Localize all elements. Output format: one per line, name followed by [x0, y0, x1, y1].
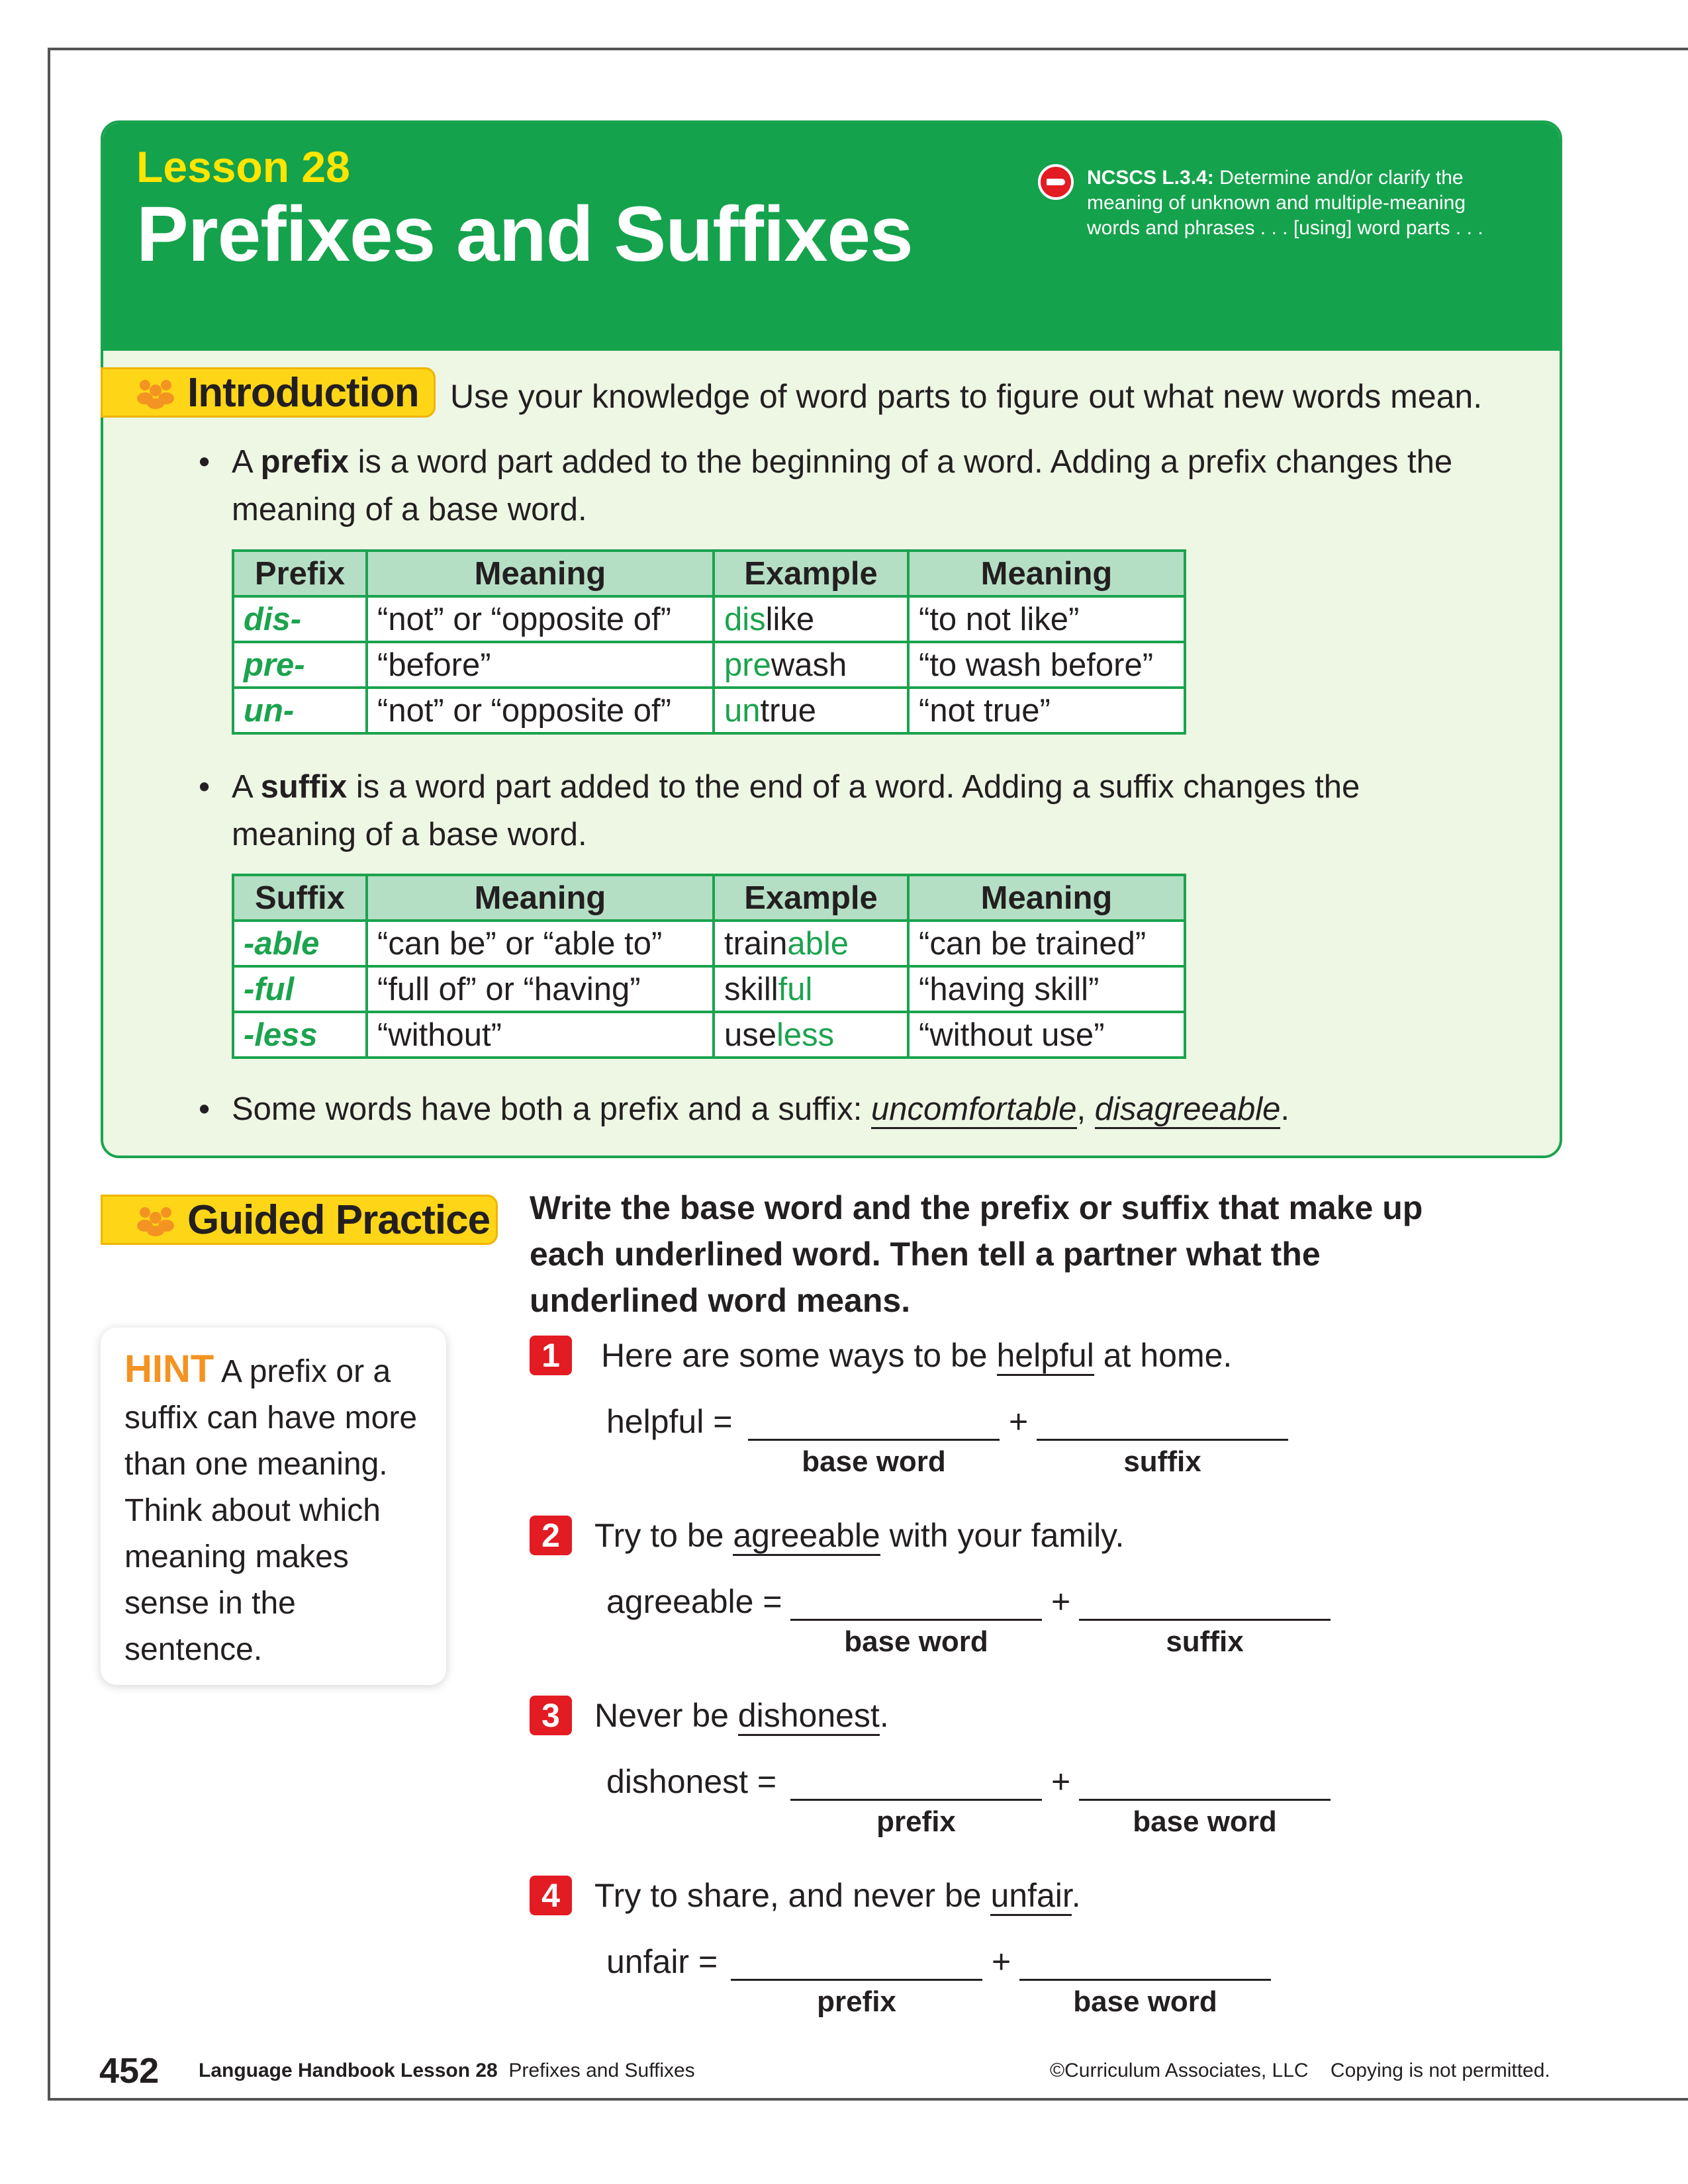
standard-description: Determine and/or clarify the meaning of unknown and multiple-meaning words and phrases . . . [using] word parts . . .	[1087, 167, 1483, 239]
page-border-top	[48, 48, 1688, 50]
period: .	[1280, 1091, 1290, 1127]
standard-icon	[1038, 164, 1074, 200]
page-border-left	[48, 48, 50, 2099]
prefix-table	[232, 549, 1186, 735]
answer-blank-2[interactable]	[1079, 1799, 1331, 1801]
guided-practice-tag	[101, 1195, 498, 1245]
table-row	[233, 1012, 1185, 1058]
suffix-cell: -ful	[233, 966, 367, 1012]
bullet-text: is a word part added to the end of a word. Adding a suffix changes the meaning of a base word.	[232, 769, 1360, 852]
meaning-cell: “without”	[367, 1012, 714, 1058]
table-header: Example	[714, 875, 908, 921]
question-3	[530, 1696, 1523, 1854]
prefix-term: prefix	[260, 444, 350, 480]
blank-label: suffix	[1123, 1445, 1201, 1478]
page-title: Prefixes and Suffixes	[136, 191, 913, 278]
prefix-cell: un-	[233, 688, 367, 733]
example-affix: dis	[724, 601, 766, 637]
question-4	[530, 1876, 1523, 2034]
example-cell	[714, 596, 908, 642]
group-icon	[134, 1203, 177, 1236]
answer-blank-2[interactable]	[1037, 1439, 1288, 1441]
example-word: uncomfortable	[871, 1091, 1077, 1129]
table-header: Meaning	[908, 551, 1185, 596]
question-number: 2	[530, 1516, 572, 1555]
example-cell	[714, 1012, 908, 1058]
hint-word: HINT	[124, 1347, 214, 1390]
lesson-header	[103, 123, 1560, 351]
table-row	[233, 642, 1185, 688]
question-number: 3	[530, 1696, 572, 1735]
example-affix: ful	[778, 971, 813, 1007]
question-1	[530, 1336, 1523, 1494]
introduction-tag	[101, 367, 436, 418]
table-header-row	[233, 551, 1185, 596]
table-header: Prefix	[233, 551, 367, 596]
suffix-term: suffix	[260, 769, 348, 805]
equation-word: agreeable =	[606, 1583, 782, 1620]
example-base: use	[724, 1017, 777, 1053]
footer-book: Language Handbook Lesson 28	[199, 2060, 498, 2081]
table-row	[233, 596, 1185, 642]
footer-lesson	[199, 2060, 695, 2082]
suffix-bullet	[199, 763, 1456, 858]
table-row	[233, 966, 1185, 1012]
example-affix: able	[787, 925, 849, 962]
hint-box	[101, 1328, 446, 1685]
example-affix: un	[724, 692, 761, 729]
prefix-cell: dis-	[233, 596, 367, 642]
suffix-table	[232, 874, 1186, 1059]
example-cell	[714, 921, 908, 966]
question-number: 1	[530, 1336, 572, 1375]
example-affix: pre	[724, 647, 771, 683]
hint-text	[124, 1346, 429, 1673]
example-cell	[714, 688, 908, 733]
sentence-text: at home.	[1094, 1337, 1233, 1374]
footer-copyright	[1050, 2060, 1550, 2082]
bullet-text: A	[232, 444, 261, 480]
table-header-row	[233, 875, 1185, 921]
equation-word: dishonest =	[606, 1763, 777, 1800]
example-base: true	[760, 692, 816, 729]
suffix-cell: -less	[233, 1012, 367, 1058]
equation-word: unfair =	[606, 1943, 718, 1980]
example-meaning-cell: “can be trained”	[908, 921, 1185, 966]
example-meaning-cell: “to wash before”	[908, 642, 1185, 688]
example-word: disagreeable	[1095, 1091, 1281, 1129]
page-number: 452	[99, 2051, 160, 2091]
meaning-cell: “before”	[367, 642, 714, 688]
plus-sign: +	[1051, 1763, 1071, 1800]
blank-label: base word	[1133, 1805, 1277, 1838]
table-header: Example	[714, 551, 908, 596]
copying-notice: Copying is not permitted.	[1330, 2060, 1550, 2081]
question-2	[530, 1516, 1523, 1674]
copyright-text: ©Curriculum Associates, LLC	[1050, 2060, 1309, 2081]
example-base: wash	[771, 647, 847, 683]
table-row	[233, 921, 1185, 966]
plus-sign: +	[1009, 1403, 1029, 1440]
example-meaning-cell: “without use”	[908, 1012, 1185, 1058]
sentence-text: .	[1071, 1877, 1081, 1914]
both-bullet	[199, 1085, 1456, 1133]
answer-blank-2[interactable]	[1079, 1619, 1331, 1621]
blank-label: base word	[844, 1625, 988, 1658]
table-row	[233, 688, 1185, 733]
bullet-dot: •	[199, 1091, 211, 1127]
blank-label: base word	[802, 1445, 946, 1478]
underlined-word: unfair	[990, 1877, 1071, 1916]
standard-code: NCSCS L.3.4:	[1087, 167, 1214, 189]
example-base: train	[724, 925, 788, 962]
prefix-cell: pre-	[233, 642, 367, 688]
table-header: Meaning	[367, 551, 714, 596]
blank-label: prefix	[876, 1805, 956, 1838]
sentence-text: Here are some ways to be	[601, 1337, 997, 1374]
page-border-bottom	[48, 2098, 1688, 2101]
underlined-word: agreeable	[733, 1517, 880, 1556]
bullet-text: A	[232, 769, 261, 805]
example-affix: less	[776, 1017, 835, 1053]
blank-label: prefix	[817, 1985, 896, 2018]
question-sentence	[594, 1516, 1124, 1555]
answer-blank-1[interactable]	[790, 1619, 1042, 1621]
plus-sign: +	[992, 1943, 1011, 1980]
table-header: Meaning	[908, 875, 1185, 921]
bullet-text: is a word part added to the beginning of a word. Adding a prefix changes the meaning of a base word.	[232, 444, 1453, 527]
plus-sign: +	[1051, 1583, 1071, 1620]
sentence-text: .	[879, 1697, 889, 1734]
answer-blank-2[interactable]	[1019, 1979, 1271, 1981]
meaning-cell: “full of” or “having”	[367, 966, 714, 1012]
answer-blank-1[interactable]	[748, 1439, 1000, 1441]
blank-label: suffix	[1166, 1625, 1244, 1658]
question-number: 4	[530, 1876, 572, 1915]
example-cell	[714, 966, 908, 1012]
sentence-text: Never be	[594, 1697, 738, 1734]
introduction-sentence: Use your knowledge of word parts to figure out what new words mean.	[450, 378, 1483, 415]
bullet-dot: •	[199, 444, 211, 480]
example-cell	[714, 642, 908, 688]
bullet-dot: •	[199, 769, 211, 805]
example-meaning-cell: “to not like”	[908, 596, 1185, 642]
table-header: Suffix	[233, 875, 367, 921]
standard-text	[1087, 165, 1511, 241]
underlined-word: dishonest	[738, 1697, 880, 1736]
sentence-text: Try to share, and never be	[594, 1877, 991, 1914]
answer-blank-1[interactable]	[790, 1799, 1042, 1801]
meaning-cell: “not” or “opposite of”	[367, 688, 714, 733]
answer-blank-1[interactable]	[731, 1979, 982, 1981]
hint-body: A prefix or a suffix can have more than one meaning. Think about which meaning makes sense in the sentence.	[124, 1354, 418, 1667]
blank-label: base word	[1073, 1985, 1217, 2018]
group-icon	[134, 376, 177, 409]
lesson-number: Lesson 28	[136, 142, 350, 191]
question-sentence	[594, 1696, 889, 1735]
sentence-text: with your family.	[880, 1517, 1125, 1554]
prefix-bullet	[199, 438, 1456, 533]
meaning-cell: “can be” or “able to”	[367, 921, 714, 966]
suffix-cell: -able	[233, 921, 367, 966]
example-base: skill	[724, 971, 778, 1007]
example-base: like	[765, 601, 815, 637]
table-header: Meaning	[367, 875, 714, 921]
meaning-cell: “not” or “opposite of”	[367, 596, 714, 642]
introduction-label: Introduction	[187, 369, 419, 416]
example-meaning-cell: “not true”	[908, 688, 1185, 733]
footer-topic: Prefixes and Suffixes	[508, 2060, 695, 2081]
question-sentence	[594, 1876, 1081, 1915]
equation-word: helpful =	[606, 1403, 733, 1440]
separator: ,	[1076, 1091, 1095, 1127]
instructions: Write the base word and the prefix or suffix that make up each underlined word. Then tell a partner what the underlined word means.	[530, 1189, 1423, 1319]
example-meaning-cell: “having skill”	[908, 966, 1185, 1012]
bullet-text: Some words have both a prefix and a suffix:	[232, 1091, 872, 1127]
guided-practice-label: Guided Practice	[187, 1197, 491, 1243]
underlined-word: helpful	[997, 1337, 1094, 1376]
question-sentence	[601, 1336, 1232, 1375]
sentence-text: Try to be	[594, 1517, 733, 1554]
